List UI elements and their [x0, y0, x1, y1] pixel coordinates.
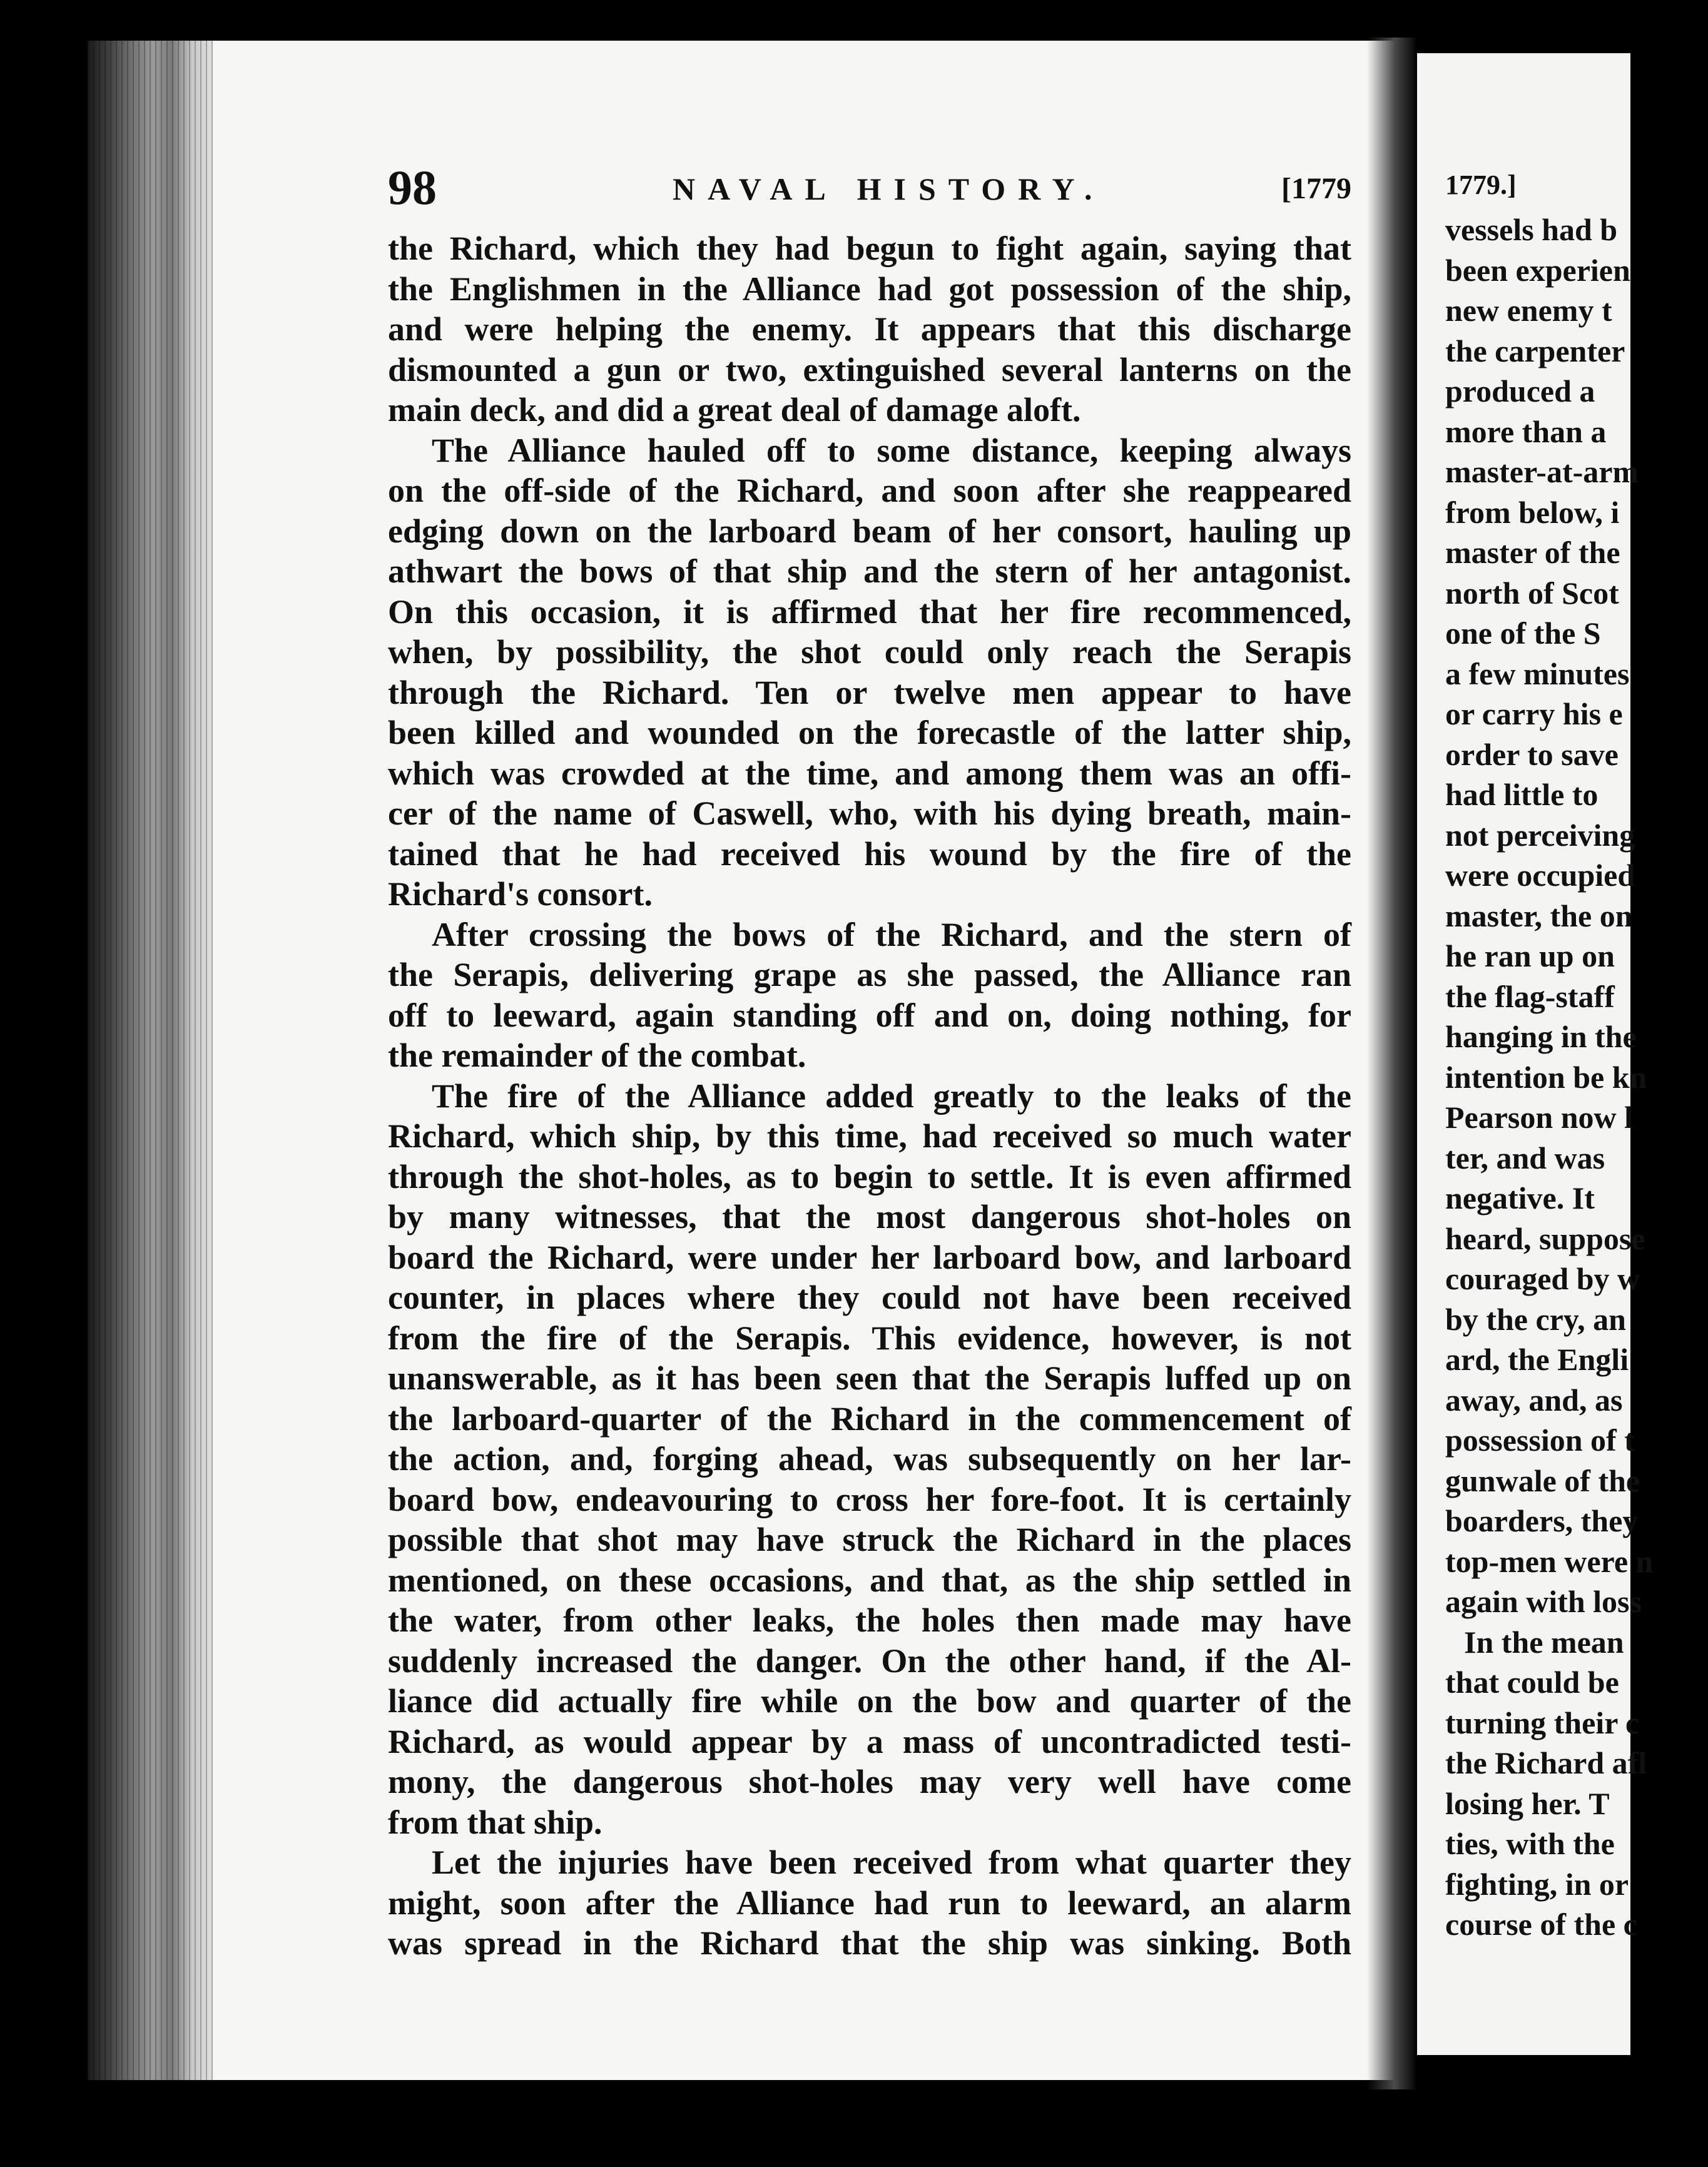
text-line: the Serapis, delivering grape as she passed, the Alliance ran: [388, 956, 1351, 993]
right-page-line: heard, suppose: [1445, 1221, 1645, 1256]
text-line: the water, from other leaks, the holes then made may have: [388, 1601, 1351, 1639]
right-page-line: negative. It: [1445, 1180, 1595, 1215]
right-page-line: new enemy t: [1445, 293, 1612, 328]
text-line: Richard, as would appear by a mass of uncontradicted testi-: [388, 1722, 1351, 1760]
paragraph: [388, 1842, 1351, 1964]
running-title: NAVAL HISTORY.: [673, 171, 1105, 206]
text-line: from that ship.: [388, 1803, 602, 1841]
right-page-line: again with loss: [1445, 1584, 1642, 1619]
right-page-line: fighting, in or: [1445, 1866, 1629, 1902]
running-head: [388, 160, 1351, 216]
text-line: cer of the name of Caswell, who, with his dying breath, main-: [388, 794, 1351, 832]
right-page-line: or carry his e: [1445, 696, 1623, 731]
right-page-line: order to save: [1445, 736, 1619, 772]
text-line: On this occasion, it is affirmed that her fire recommenced,: [388, 592, 1351, 631]
right-page-line: produced a: [1445, 373, 1595, 409]
right-page-line: were occupied: [1445, 858, 1635, 893]
right-page-text: [1445, 210, 1708, 1945]
right-page-line: ard, the Engli: [1445, 1342, 1629, 1377]
text-line: liance did actually fire while on the bow and quarter of the: [388, 1682, 1351, 1720]
right-page-line: the carpenter: [1445, 333, 1625, 368]
text-line: dismounted a gun or two, extinguished several lanterns on the: [388, 350, 1351, 388]
text-line: and were helping the enemy. It appears that this discharge: [388, 310, 1351, 348]
text-line: The fire of the Alliance added greatly to the leaks of the: [432, 1077, 1351, 1115]
right-page-line: intention be kn: [1445, 1059, 1647, 1095]
right-page-line: had little to: [1445, 777, 1599, 812]
text-line: The Alliance hauled off to some distance, keeping always: [432, 431, 1351, 469]
text-line: the action, and, forging ahead, was subsequently on her lar-: [388, 1440, 1351, 1478]
right-page-line: a few minutes: [1445, 656, 1630, 691]
right-page-line: In the mean: [1464, 1624, 1624, 1660]
text-line: from the fire of the Serapis. This evidence, however, is not: [388, 1319, 1351, 1357]
right-page-line: one of the S: [1445, 616, 1601, 651]
text-line: After crossing the bows of the Richard, and the stern of: [432, 915, 1351, 953]
right-page-line: away, and, as: [1445, 1382, 1623, 1418]
text-line: athwart the bows of that ship and the stern of her antagonist.: [388, 552, 1351, 590]
text-line: mentioned, on these occasions, and that, as the ship settled in: [388, 1561, 1351, 1599]
text-line: main deck, and did a great deal of damage aloft.: [388, 391, 1081, 429]
text-line: been killed and wounded on the forecastle of the latter ship,: [388, 714, 1351, 751]
right-page-line: from below, i: [1445, 494, 1620, 530]
right-page-line: hanging in the: [1445, 1019, 1637, 1054]
right-page-line: been experien: [1445, 252, 1630, 288]
right-page-line: losing her. T: [1445, 1785, 1610, 1821]
text-line: edging down on the larboard beam of her consort, hauling up: [388, 512, 1351, 550]
text-line: unanswerable, as it has been seen that the Serapis luffed up on: [388, 1359, 1351, 1397]
right-page-line: more than a: [1445, 414, 1607, 449]
text-line: tained that he had received his wound by the fire of the: [388, 835, 1351, 873]
text-line: board bow, endeavouring to cross her fore-foot. It is certainly: [388, 1480, 1351, 1518]
right-page-line: master-at-arm: [1445, 454, 1639, 489]
book-fore-edge: [88, 41, 219, 2080]
text-line: the Richard, which they had begun to fight again, saying that: [388, 230, 1351, 267]
text-line: through the Richard. Ten or twelve men appear to have: [388, 673, 1351, 711]
gutter-shadow: [1367, 38, 1417, 2089]
right-page-line: boarders, they: [1445, 1503, 1639, 1538]
right-page-line: master of the: [1445, 535, 1620, 570]
text-line: by many witnesses, that the most dangerous shot-holes on: [388, 1198, 1351, 1236]
right-page-line: that could be: [1445, 1665, 1619, 1700]
paragraph: [388, 430, 1351, 915]
right-page-line: ties, with the: [1445, 1826, 1615, 1861]
text-line: on the off-side of the Richard, and soon after she reappeared: [388, 472, 1351, 509]
text-line: mony, the dangerous shot-holes may very well have come: [388, 1763, 1351, 1800]
right-page-line: master, the on: [1445, 898, 1633, 933]
text-line: board the Richard, were under her larboard bow, and larboard: [388, 1238, 1351, 1276]
right-page-line: he ran up on: [1445, 938, 1615, 973]
text-line: when, by possibility, the shot could only reach the Serapis: [388, 633, 1351, 671]
right-page-line: top-men were n: [1445, 1543, 1654, 1579]
text-line: suddenly increased the danger. On the other hand, if the Al-: [388, 1642, 1351, 1680]
right-page-line: possession of t: [1445, 1423, 1635, 1458]
page-number: 98: [388, 160, 437, 215]
right-page-line: couraged by w: [1445, 1261, 1640, 1296]
right-page-line: gunwale of the: [1445, 1463, 1640, 1498]
right-page-line: ter, and was: [1445, 1140, 1605, 1175]
text-line: Richard's consort.: [388, 875, 653, 913]
right-page-line: the Richard afl: [1445, 1745, 1647, 1780]
right-page-line: not perceiving: [1445, 817, 1635, 853]
right-page-line: Pearson now l: [1445, 1100, 1633, 1135]
paragraph: [388, 1076, 1351, 1843]
text-line: the remainder of the combat.: [388, 1037, 806, 1074]
text-line: Richard, which ship, by this time, had received so much water: [388, 1117, 1351, 1155]
paragraph: [388, 915, 1351, 1076]
right-page-line: north of Scot: [1445, 575, 1619, 611]
text-line: the larboard-quarter of the Richard in the commencement of: [388, 1399, 1351, 1438]
right-page-line: turning their c: [1445, 1705, 1640, 1740]
text-line: off to leeward, again standing off and on, doing nothing, for: [388, 996, 1351, 1034]
text-line: possible that shot may have struck the Richard in the places: [388, 1521, 1351, 1558]
body-text: [388, 228, 1351, 1964]
year-marker: [1779: [1281, 172, 1351, 205]
text-line: which was crowded at the time, and among them was an offi-: [388, 754, 1351, 792]
right-page-line: course of the c: [1445, 1907, 1637, 1942]
text-line: counter, in places where they could not have been received: [388, 1279, 1351, 1316]
text-line: was spread in the Richard that the ship was sinking. Both: [388, 1924, 1351, 1962]
text-line: through the shot-holes, as to begin to settle. It is even affirmed: [388, 1157, 1351, 1195]
text-line: the Englishmen in the Alliance had got possession of the ship,: [388, 270, 1351, 308]
right-page-line: by the cry, an: [1445, 1301, 1626, 1337]
right-page: [1408, 53, 1654, 2055]
right-page-line: vessels had b: [1445, 212, 1618, 247]
paragraph: [388, 228, 1351, 430]
text-line: might, soon after the Alliance had run to leeward, an alarm: [388, 1884, 1351, 1922]
right-page-line: the flag-staff: [1445, 978, 1615, 1014]
right-page-year-marker: 1779.]: [1445, 170, 1517, 200]
text-line: Let the injuries have been received from what quarter they: [432, 1844, 1351, 1881]
